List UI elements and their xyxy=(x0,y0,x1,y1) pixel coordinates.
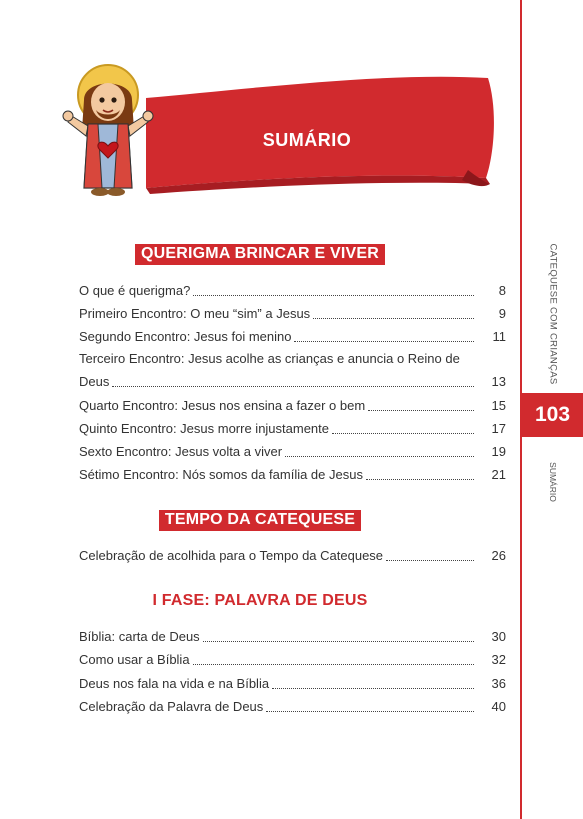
toc-entry: O que é querigma? 8 xyxy=(79,283,506,298)
page-number: 103 xyxy=(522,393,583,437)
section-heading-tempo: TEMPO DA CATEQUESE xyxy=(0,510,520,531)
banner-title: SUMÁRIO xyxy=(262,130,352,150)
toc-entry: Como usar a Bíblia 32 xyxy=(79,652,506,667)
toc-entry: Celebração de acolhida para o Tempo da Catequese 26 xyxy=(79,548,506,563)
section-heading-fase: I FASE: PALAVRA DE DEUS xyxy=(152,592,368,609)
toc-entry: Quarto Encontro: Jesus nos ensina a fazer o bem 15 xyxy=(79,398,506,413)
toc-entry: Celebração da Palavra de Deus 40 xyxy=(79,699,506,714)
toc-entry: Sexto Encontro: Jesus volta a viver 19 xyxy=(79,444,506,459)
toc-entry: Deus nos fala na vida e na Bíblia 36 xyxy=(79,676,506,691)
toc-entry-line: Terceiro Encontro: Jesus acolhe as crianças e anuncia o Reino de xyxy=(79,351,460,366)
toc-entry: Segundo Encontro: Jesus foi menino 11 xyxy=(79,329,506,344)
toc-entry: Deus 13 xyxy=(79,374,506,389)
toc-entry: Quinto Encontro: Jesus morre injustamente 17 xyxy=(79,421,506,436)
section-heading-querigma: QUERIGMA BRINCAR E VIVER xyxy=(0,244,520,265)
toc-entry: Sétimo Encontro: Nós somos da família de Jesus 21 xyxy=(79,467,506,482)
jesus-illustration xyxy=(63,65,153,196)
toc-entry: Primeiro Encontro: O meu “sim” a Jesus 9 xyxy=(79,306,506,321)
running-book-title: CATEQUESE COM CRIANÇAS xyxy=(547,242,559,385)
running-section-title: SUMÁRIO xyxy=(548,462,558,502)
toc-entry: Bíblia: carta de Deus 30 xyxy=(79,629,506,644)
